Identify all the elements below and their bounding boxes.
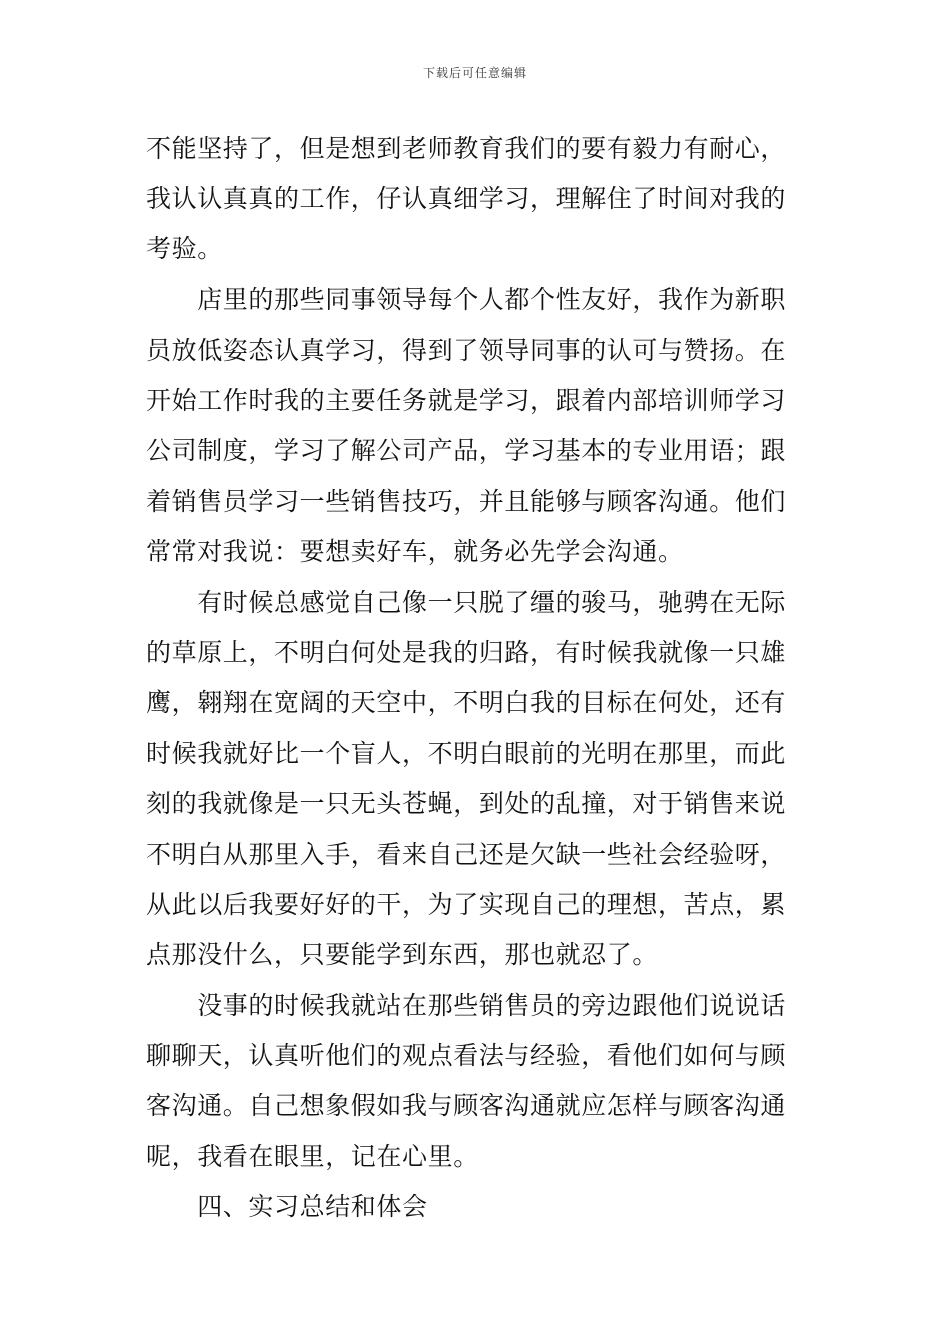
body-line-6: 开始工作时我的主要任务就是学习，跟着内部培训师学习 [146,386,787,415]
body-line-2: 我认认真真的工作，仔认真细学习，理解住了时间对我的 [146,184,787,213]
body-line-17: 点那没什么，只要能学到东西，那也就忍了。 [146,940,659,969]
body-line-10: 有时候总感觉自己像一只脱了缰的骏马，驰骋在无际 [146,588,787,617]
body-line-14: 刻的我就像是一只无头苍蝇，到处的乱撞，对于销售来说 [146,789,787,818]
body-line-1: 不能坚持了，但是想到老师教育我们的要有毅力有耐心， [146,134,787,163]
body-line-13: 时候我就好比一个盲人，不明白眼前的光明在那里，而此 [146,739,787,768]
body-line-9: 常常对我说：要想卖好车，就务必先学会沟通。 [146,537,684,566]
body-line-8: 着销售员学习一些销售技巧，并且能够与顾客沟通。他们 [146,487,787,516]
header-note: 下载后可任意编辑 [422,66,527,80]
body-line-11: 的草原上，不明白何处是我的归路，有时候我就像一只雄 [146,638,787,667]
body-line-19: 聊聊天，认真听他们的观点看法与经验，看他们如何与顾 [146,1041,787,1070]
body-line-7: 公司制度，学习了解公司产品，学习基本的专业用语；跟 [146,436,787,465]
body-line-4: 店里的那些同事领导每个人都个性友好，我作为新职 [146,285,787,314]
section-heading: 四、实习总结和体会 [146,1192,428,1221]
body-line-20: 客沟通。自己想象假如我与顾客沟通就应怎样与顾客沟通 [146,1091,787,1120]
body-line-3: 考验。 [146,234,223,263]
body-line-5: 员放低姿态认真学习，得到了领导同事的认可与赞扬。在 [146,336,787,365]
body-line-16: 从此以后我要好好的干，为了实现自己的理想，苦点，累 [146,890,787,919]
body-line-21: 呢，我看在眼里，记在心里。 [146,1142,479,1171]
body-line-15: 不明白从那里入手，看来自己还是欠缺一些社会经验呀， [146,840,787,869]
body-line-12: 鹰，翱翔在宽阔的天空中，不明白我的目标在何处，还有 [146,688,787,717]
body-line-18: 没事的时候我就站在那些销售员的旁边跟他们说说话 [146,991,787,1020]
